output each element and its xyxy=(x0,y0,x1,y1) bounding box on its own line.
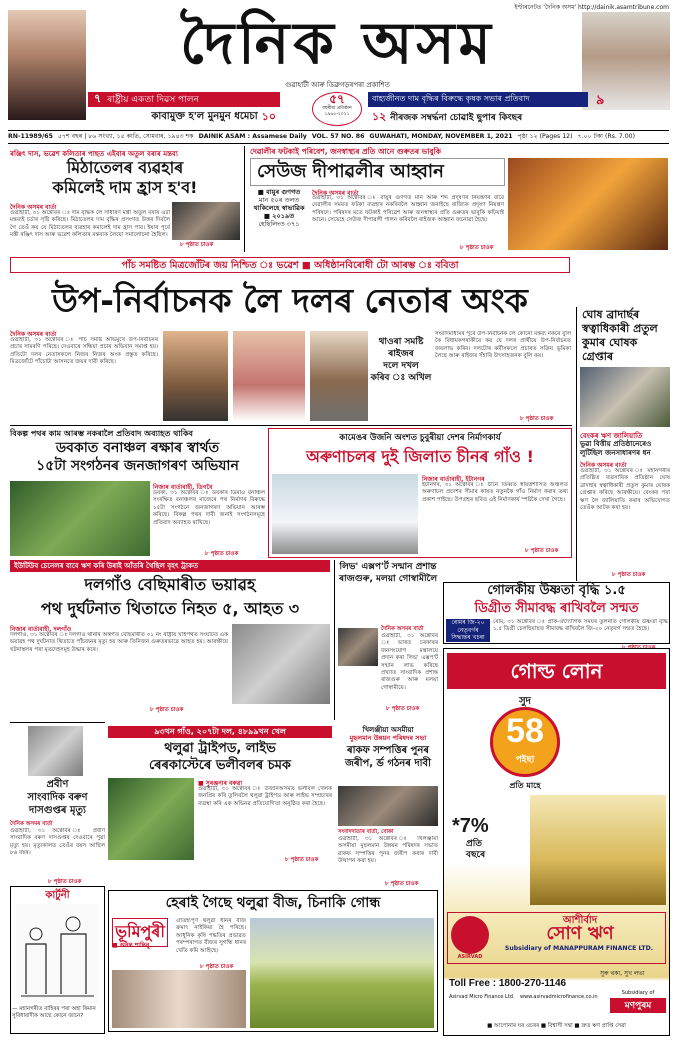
annual-line: প্ৰতি xyxy=(466,839,483,849)
side-line: সিদ্ধান্তৰ খচৰা xyxy=(451,634,485,641)
ghosh-headline[interactable]: ঘোষ ব্ৰাদাৰ্ছৰ স্বত্বাধিকাৰী প্ৰতুল কুমাৰ ঘোষক গ্ৰেপ্তাৰ xyxy=(582,308,658,363)
cartoon-title: কাৰ্টুনী xyxy=(45,890,70,901)
ad-title: গোল্ড লোন xyxy=(510,659,603,683)
teaser-num: ১২ xyxy=(372,109,387,123)
lead-cont[interactable]: ৮ পৃষ্ঠাত চাওক xyxy=(520,416,554,422)
seed-photo-field xyxy=(250,918,434,1028)
diwali-kicker: দেৱালীৰ ফটকাই পৰিবেশ, জনস্বাস্থ্যৰ প্ৰতি আনে গুৰুতৰ ভাবুকি xyxy=(250,147,441,156)
accident-kicker: ইউটিউব চেনেলৰ বাবে ঋণ কৰি উৰাই আঁতৰি থৈছিল বৃহৎ ট্ৰাকত xyxy=(10,560,330,572)
price-headline-2[interactable]: কমিলেই দাম হ্ৰাস হ'ব! xyxy=(52,178,198,197)
mukta-photo xyxy=(338,786,438,826)
obit-cont[interactable]: ৮ পৃষ্ঠাত চাওক xyxy=(48,879,82,885)
mukta-cont[interactable]: ৮ পৃষ্ঠাত চাওক xyxy=(385,881,419,887)
note: থাকিলেহে স্বাভাৱিক xyxy=(253,204,305,212)
publisher-line: গুৱাহাটী আৰু ডিব্ৰুগড়ৰপৰা প্ৰকাশিত xyxy=(285,81,390,89)
arunachal-cont[interactable]: ৮ পৃষ্ঠাত চাওক xyxy=(525,548,559,554)
ad-suud: সুদ xyxy=(519,696,531,707)
note: মান ৫০ৰ তলত xyxy=(258,196,300,204)
ghosh-photo xyxy=(580,367,670,427)
lead-body: গুৱাহাটী, ৩১ অক্টোবৰ ঃ পাঁচ সমষ্টি অভিমুখে উপ-নিৰ্বাচনৰ প্ৰচাৰ সামৰণি পৰিছে। দেওবাৰে সন্ধিয়া প্ৰচাৰ অভিযান সমাপ্ত হয়। প্ৰতিটো দলৰ নেতাসকলে নিজৰ নিজৰ অংক প্ৰস্তুত কৰিছে। মিত্ৰজোঁটে পাঁচোটা আসনতে জয়ৰ দাবী কৰিছে। xyxy=(10,337,158,366)
ghosh-caption-1: বেংকৰ ঋণ জালিয়াতি xyxy=(580,432,643,440)
liton-byline: দৈনিক অসমৰ বাৰ্তা xyxy=(381,626,424,632)
banner-strip xyxy=(10,257,570,273)
ad-brand-as: আশীৰ্বাদ xyxy=(562,915,598,926)
banner-text: পাঁচ সমষ্টিত মিত্ৰজোঁটৰ জয় নিশ্চিত ঃ ভৱেশ ■ অধিষ্ঠানবিৰোধী টো আৰম্ভ ঃ ববিতা xyxy=(121,260,459,271)
ghosh-byline: দৈনিক অসমৰ বাৰ্তা xyxy=(580,462,627,469)
dakat-headline-2[interactable]: ১৫টা সংগঠনৰ জনজাগৰণ অভিযান xyxy=(36,458,239,474)
asirvad-logo-text: ASIRVAD xyxy=(457,954,483,960)
note: ■ ২০১৯ত xyxy=(263,212,295,220)
right-teaser-1[interactable] xyxy=(368,92,588,107)
obit-line: প্ৰবীণ xyxy=(46,779,69,790)
dateline xyxy=(8,131,669,143)
lead-photo-3 xyxy=(310,331,368,421)
note: ■ বায়ুৰ গুণগত xyxy=(257,188,301,196)
ad-annual-rate: *7% xyxy=(452,815,489,837)
left-teaser-2[interactable] xyxy=(88,110,280,124)
ad-footer: ■ আপোনাৰ ঘৰ ওচৰৰ ■ বিশ্বাসী সন্থা ■ দ্ৰুত ঋণ প্ৰাপ্তি সেৱা xyxy=(487,1023,626,1029)
tea-kicker: ৯৩খন গাঁও, ২০৭টা দল, ৪৮৯৯খন খেল xyxy=(108,726,332,738)
price: ৭.০০ টকা (Rs. 7.00) xyxy=(577,133,636,140)
tea-photo xyxy=(108,778,194,860)
quote-line: দলে দখল xyxy=(383,361,419,371)
quote-line: ৰাইজৰ xyxy=(388,349,414,359)
tea-body: গুৱাহাটী, ৩১ অক্টোবৰ ঃ উজনিঅসমত ভলীবল খেলক জনপ্ৰিয় কৰি তুলিবলৈ থলুৱা ট্ৰাইপড আৰু লাইভ সম্প্ৰচাৰৰ ব্যৱস্থা কৰি এক অভিনৱ প্ৰতিযোগিতা অনুষ্ঠিত কৰা হৈছে। xyxy=(198,786,332,807)
obit-headline[interactable] xyxy=(10,778,105,817)
lead-photo-1 xyxy=(163,331,228,421)
ad-sub-logo: মণপুৰম xyxy=(610,998,666,1013)
golkiya-side xyxy=(446,619,490,642)
dakat-byline: নিজাৰ বাৰ্তাবাহী, ডিগবৈ xyxy=(153,484,213,491)
dakat-cont[interactable]: ৮ পৃষ্ঠাত চাওক xyxy=(205,551,239,557)
left-teaser-1[interactable] xyxy=(88,92,280,107)
tea-byline: ■ সুৰঞ্জনাৰ বৰুৱা xyxy=(198,780,243,787)
ad-subsidiary: Subsidiary of MANAPPURAM FINANCE LTD. xyxy=(504,945,654,952)
ad-web[interactable]: www.asirvadmicrofinance.co.in xyxy=(520,994,598,1000)
dakat-kicker: বিকল্প পথৰ কাম আৰম্ভ নকৰালৈ প্ৰতিবাদ অব্যাহত থাকিব xyxy=(10,429,194,438)
badge-number: ৫৭ xyxy=(329,92,345,106)
lead-quote xyxy=(370,336,432,384)
minister-photo xyxy=(172,202,240,240)
mukta-kicker: খিলঞ্জীয়া অসমীয়া xyxy=(362,726,414,734)
masthead-left-photo xyxy=(8,10,86,120)
arunachal-headline[interactable]: অৰুণাচলৰ দুই জিলাত চীনৰ গাঁও ! xyxy=(306,447,534,466)
cartoon-sketch xyxy=(16,904,99,1004)
ad-tagline: সুৰু থকা, সুখ লভা xyxy=(600,970,645,977)
accident-photo xyxy=(232,624,330,704)
seed-headline[interactable]: হেৰাই গৈছে থলুৱা বীজ, চিনাকি গোন্ধ xyxy=(165,895,381,911)
liton-body: গুৱাহাটী, ৩১ অক্টোবৰ ঃ ভাৰত চৰকাৰৰ জনসংযোগ মন্ত্ৰালয়ে প্ৰদান কৰা লিভ' এক্সপ'ৰ্ট সন্মান লাভ কৰিছে প্ৰখ্যাত সাংবাদিক প্ৰশান্ত ৰাজগুৰু আৰু মলয়া গোস্বামীয়ে। xyxy=(381,633,438,691)
anniversary-badge xyxy=(312,92,362,126)
mukta-byline: সংবাদদাতাৰ বাৰ্তা, বোকা xyxy=(338,829,394,835)
price-byline: দৈনিক অসমৰ বাৰ্তা xyxy=(10,204,57,211)
paper-name: DAINIK ASAM : Assamese Daily xyxy=(198,133,307,140)
right-teaser-2[interactable] xyxy=(368,110,588,124)
tea-cont[interactable]: ৮ পৃষ্ঠাত চাওক xyxy=(285,857,319,863)
diwali-diya-photo xyxy=(508,158,668,250)
seed-body: ঐতিহ্যপূৰ্ণ থলুৱা ধানৰ বীজ ক্ৰমাৎ নাইকিয়া হৈ পৰিছে। আধুনিক কৃষি পদ্ধতিৰ প্ৰভাৱত পৰম্পৰাগত বীজৰ সুগন্ধি ধানৰ খেতি কমি আহিছে। xyxy=(176,918,246,954)
annual-line: বছৰে xyxy=(466,850,486,860)
teaser-text: নীৰজক সম্বৰ্দ্ধনা চোৱাই ছুপাৰ কিংছৰ xyxy=(390,112,523,123)
mukta-kicker-2: মুছলমান উন্নয়ন পৰিষদৰ সভা xyxy=(349,734,427,742)
obit-byline: দৈনিক অসমৰ বাৰ্তা xyxy=(10,821,53,827)
ad-company: Asirvad Micro Finance Ltd. xyxy=(449,994,515,1000)
ad-family-photo xyxy=(530,795,666,905)
golkiya-headline-2[interactable]: ডিগ্ৰীত সীমাবদ্ধ ৰাখিবলৈ সন্মত xyxy=(474,601,639,616)
golkiya-body: ৰোম, ৩১ অক্টোবৰ ঃ প্ৰাক-ঔদ্যোগিক সময়ৰ তুলনাত গোলকীয় উষ্ণতা বৃদ্ধি ১.৫ ডিগ্ৰী চেলছিয়াছত সীমাবদ্ধ ৰাখিবলৈ জি-২০ নেতৃবৰ্গ সন্মত হৈছে। xyxy=(493,619,668,633)
regn-number: RN-11989/65 xyxy=(8,133,53,140)
price-body: গুৱাহাটী, ৩১ অক্টোবৰ ঃ দাম বৃদ্ধিক লৈ সাধাৰণ মন্ত্ৰী অতুল বৰাৰ এটা মন্তব্যই চৰ্চাৰ সৃষ্টি কৰিছে। মিঠাতেলৰ দাম বৃদ্ধিৰ প্ৰসংগত উত্তৰ দিবলৈ গৈ তেওঁ কয় যে মিঠাতেলৰ ব্যৱহাৰ কমালেই দাম হ্ৰাস পাব। ইয়াৰ পূৰ্বে মন্ত্ৰী ৰঞ্জিৎ দাস আৰু ভৱেশ কলিতাৰ মন্তব্যক লৈয়ো সমালোচনা হৈছিল। xyxy=(10,210,170,239)
lead-photo-2 xyxy=(233,331,305,421)
ghosh-cont[interactable]: ৮ পৃষ্ঠাত চাওক xyxy=(612,572,646,578)
price-kicker: ৰঞ্জিৎ দাস, ভৱেশ কলিতাৰ পাছত এইবাৰ অতুল বৰাৰ মন্তব্য xyxy=(10,150,178,158)
obit-line: দাসগুপ্তৰ মৃত্যু xyxy=(29,805,86,816)
ghosh-body: গুৱাহাটী, ৩১ অক্টোবৰ ঃ মহানগৰীৰ প্ৰতিষ্ঠিত ব্যৱসায়িক প্ৰতিষ্ঠান ঘোষ ব্ৰাদাৰ্ছৰ স্বত্বাধিকাৰী প্ৰতুল কুমাৰ ঘোষক গ্ৰেপ্তাৰ কৰিছে আৰক্ষীয়ে। বেংকৰ পৰা ঋণ লৈ জালিয়াতি কৰাৰ অভিযোগত তেওঁক আটক কৰা হয়। xyxy=(580,468,670,512)
liton-photo xyxy=(338,628,378,666)
dakat-headline-1[interactable]: ডবকাত বনাঞ্চল ৰক্ষাৰ স্বাৰ্থত xyxy=(55,440,220,456)
golkiya-headline-1[interactable]: গোলকীয় উষ্ণতা বৃদ্ধি ১.৫ xyxy=(487,583,626,598)
ad-tollfree[interactable]: Toll Free : 1800-270-1146 xyxy=(449,978,567,989)
right-teaser-1-num: ৯ xyxy=(596,93,605,108)
obit-body: গুৱাহাটী, ৩১ অক্টোবৰ ঃ প্ৰবীণ সাংবাদিক বৰুণ দাসগুপ্তৰ দেওবাৰে পুৱা মৃত্যু হয়। মৃত্যুকালত তেওঁৰ বয়স আছিল ৮৬ বছৰ। xyxy=(10,828,105,857)
seed-brand: ভূমিপুৰী xyxy=(112,918,168,947)
ad-paisa: পইছা xyxy=(515,755,535,765)
ad-annual-label xyxy=(466,839,485,861)
accident-headline-1[interactable]: দলগাঁও বেছিমাৰীত ভয়াৱহ xyxy=(84,575,256,594)
diwali-byline: দৈনিক অসমৰ বাৰ্তা xyxy=(312,190,359,197)
masthead-title: দৈনিক অসম xyxy=(180,9,495,77)
teaser-text: বাহ্যজীনত দাম বৃদ্ধিৰ বিৰুদ্ধে কৃষক সভাৰ প্ৰতিবাদ xyxy=(372,94,530,103)
teaser-text: ৰাষ্ট্ৰীয় একতা দিৱস পালন xyxy=(107,95,199,105)
arunachal-byline: নিজাৰ বাৰ্তাবাহী, ইটানগৰ xyxy=(422,476,485,483)
seed-photo-farmers xyxy=(112,970,246,1028)
badge-sub: বছৰীয়া প্ৰতিষ্ঠান xyxy=(322,106,352,111)
teaser-num: ৭ xyxy=(94,92,102,105)
lead-right-body: সংবাদমাধ্যমৰ পূৰ্বে উপ-নিৰ্বাচনক লৈ কোনো মন্তব্য নকৰে বুলি কৈ বিধায়কগৰাকীয়ে কয় যে দলৰ প্ৰাৰ্থীয়ে উপ-নিৰ্বাচনত জয়লাভ কৰিব। দলটোৰ কৰ্মীসকলে প্ৰচাৰত সক্ৰিয় ভূমিকা লৈছে আৰু ৰাইজৰ সঁহাৰি উৎসাহজনক বুলি কয়। xyxy=(435,331,571,360)
diwali-cont[interactable]: ৮ পৃষ্ঠাত চাওক xyxy=(460,245,494,251)
dakat-body: ডবকা, ৩১ অক্টোবৰ ঃ ডবকাৰ ডিমাও বনাঞ্চল সংৰক্ষিত বনাঞ্চলৰ মাজেৰে পথ নিৰ্মাণৰ বিৰুদ্ধে ১৫টা সংগঠনে জনজাগৰণ অভিযান আৰম্ভ কৰিছে। বিকল্প পথৰ দাবী জনাই সংগঠনসমূহে প্ৰতিবাদ অব্যাহত ৰাখিছে। xyxy=(153,490,265,526)
badge-years: ১৯৬৫-২০২১ xyxy=(324,112,350,117)
pages: পৃষ্ঠা ১২ (Pages 12) xyxy=(517,133,573,140)
asirvad-logo xyxy=(451,916,489,954)
arunachal-photo xyxy=(272,474,418,554)
ad-rate: 58 xyxy=(506,712,544,750)
teaser-text: কাবামুক্ত হ'ল মুনমুন ধমেচা xyxy=(151,110,258,122)
accident-cont[interactable]: ৮ পৃষ্ঠাত চাওক xyxy=(150,707,184,713)
teaser-num: ১০ xyxy=(261,109,276,123)
obit-photo xyxy=(28,726,83,776)
mukta-body: গুৱাহাটী, ৩১ অক্টোবৰ ঃ খিলঞ্জীয়া অসমীয়া মুছলমান উন্নয়ন পৰিষদৰ সভাত ৱাকফ সম্পত্তিৰ পুনৰ জৰীপ কৰাৰ দাবী উত্থাপন কৰা হয়। xyxy=(338,836,438,865)
arunachal-body: ইটানগৰ, ৩১ অক্টোবৰ ঃ চীনে তিব্বত স্বায়ত্তশাসিত অঞ্চলত অৰুণাচল প্ৰদেশৰ সীমাৰ কাষত নতুনকৈ গাঁও নিৰ্মাণ কৰাৰ তথ্য প্ৰকাশ পাইছে। উপগ্ৰহৰ ছবিত এই নিৰ্মাণকাৰ্য স্পষ্টকৈ দেখা গৈছে। xyxy=(422,482,568,503)
ad-per-month: প্ৰতি মাহে xyxy=(509,781,541,790)
seed-cont[interactable]: ৮ পৃষ্ঠাত চাওক xyxy=(200,964,234,970)
ghosh-caption-2: ভুৱা বিত্তীয় প্ৰতিষ্ঠানেৰেও লুটিছিল জনসাধাৰণৰ ধন xyxy=(580,440,652,457)
lead-byline: দৈনিক অসমৰ বাৰ্তা xyxy=(10,331,57,338)
quote-line: থাওৰা সমষ্টি xyxy=(378,337,424,347)
side-line: নেতৃবৰ্গৰ xyxy=(457,626,479,634)
cartoon-drawing xyxy=(16,904,99,1004)
liton-cont[interactable]: ৮ পৃষ্ঠাত চাওক xyxy=(386,706,420,712)
diwali-headline[interactable]: সেউজ দীপাৱলীৰ আহ্বান xyxy=(250,158,505,186)
diwali-side-notes xyxy=(250,188,308,228)
tea-headline-2[interactable]: ৰেৰকাস্টেৰে ভলীবলৰ চমক xyxy=(148,758,292,773)
accident-body: দলগাঁও, ৩১ অক্টোবৰ ঃ দলগাঁও থানাৰ অন্তৰ্গত বেছিমাৰীত ৩১ নং ৰাষ্ট্ৰীয় ঘাইপথত সংঘটিত এক ভয়াৱহ পথ দুৰ্ঘটনাত থিতাতে পাঁচজনৰ মৃত্যু হয় আৰু তিনিজন গুৰুতৰভাৱে আহত হয়। আৰক্ষীয়ে ঘটনাস্থলৰ পৰা মৃতদেহসমূহ উদ্ধাৰ কৰে। xyxy=(10,632,228,653)
accident-byline: নিজাৰ বাৰ্তাবাহী, দলগাঁও xyxy=(10,626,72,633)
volume: VOL. 57 NO. 86 xyxy=(311,133,365,140)
seed-byline: ■ অনন্ত শান্তিনু xyxy=(112,942,150,949)
obit-line: সাংবাদিক বৰুণ xyxy=(27,792,88,803)
tea-headline-1[interactable]: থলুৱা ট্ৰাইপড, লাইভ xyxy=(164,741,276,756)
price-headline-1[interactable]: মিঠাতেলৰ ব্যৱহাৰ xyxy=(66,158,184,177)
dakat-photo xyxy=(10,481,150,556)
issue-info: ৫৭শ বছৰ | ৮৬ সংখ্যা, ১৫ কাতি, সোমবাৰ, ১৯৪৩ শক xyxy=(57,133,194,140)
price-cont[interactable]: ৮ পৃষ্ঠাত চাওক xyxy=(180,242,214,248)
cartoon-caption: — মহানগৰীত বাহিৰৰ পৰা অহা কিমান সুবিধাবাদীক আছে কোনে জানে? xyxy=(12,1006,96,1019)
lead-headline[interactable]: উপ-নিৰ্বাচনক লৈ দলৰ নেতাৰ অংক xyxy=(52,281,528,320)
note: হেছিলিংত ৩৭১ xyxy=(258,220,300,228)
accident-headline-2[interactable]: পথ দুৰ্ঘটনাত থিতাতে নিহত ৫, আহত ৩ xyxy=(40,599,300,618)
liton-headline[interactable]: লিভ' এক্সপ'ৰ্ট সন্মান প্ৰশান্ত ৰাজগুৰু, মলয়া গোস্বামীলৈ xyxy=(338,562,438,584)
arunachal-kicker: কামেঙৰ উজনি অংশত চুবুৰীয়া দেশৰ নিৰ্মাণকাৰ্য xyxy=(339,433,501,443)
top-url[interactable]: ইণ্টাৰনেটত 'দৈনিক অসম' http://dainik.asamtribune.com xyxy=(514,4,669,11)
ad-brand-as-2: সোণ ঋণ xyxy=(546,923,614,944)
side-line: ৰোমৰ জি-২০ xyxy=(451,619,485,626)
place-date: GUWAHATI, MONDAY, NOVEMBER 1, 2021 xyxy=(369,133,513,140)
quote-line: কৰিব ঃ অখিল xyxy=(370,373,432,383)
mukta-headline[interactable]: ৰাকফ সম্পত্তিৰ পুনৰ জৰীপ, ৰ্ব্ড গঠনৰ দাবী xyxy=(345,745,431,769)
diwali-body: গুৱাহাটী, ৩১ অক্টোবৰ ঃ বায়ুৰ গুণগত মান আৰু শব্দ প্ৰদূষণৰ নিয়ন্ত্ৰণৰ বাবে দেৱালীৰ সময়ত ফটকা ব্যৱহাৰ নকৰিবলৈ আহ্বান জনাইছে ৰাজ্যিক প্ৰদূষণ নিয়ন্ত্ৰণ পৰিষদে। পৰিষদৰ মতে ফটকাই পৰিৱেশ আৰু জনস্বাস্থ্যৰ প্ৰতি গুৰুতৰ ভাবুকি কঢ়িয়াই আনে। সেয়েহে সেউজ দীপাৱলী পালন কৰিবলৈ ৰাইজক আহ্বান জনোৱা হৈছে। xyxy=(312,195,504,224)
ad-sub-of: Subsidiary of xyxy=(621,990,655,996)
